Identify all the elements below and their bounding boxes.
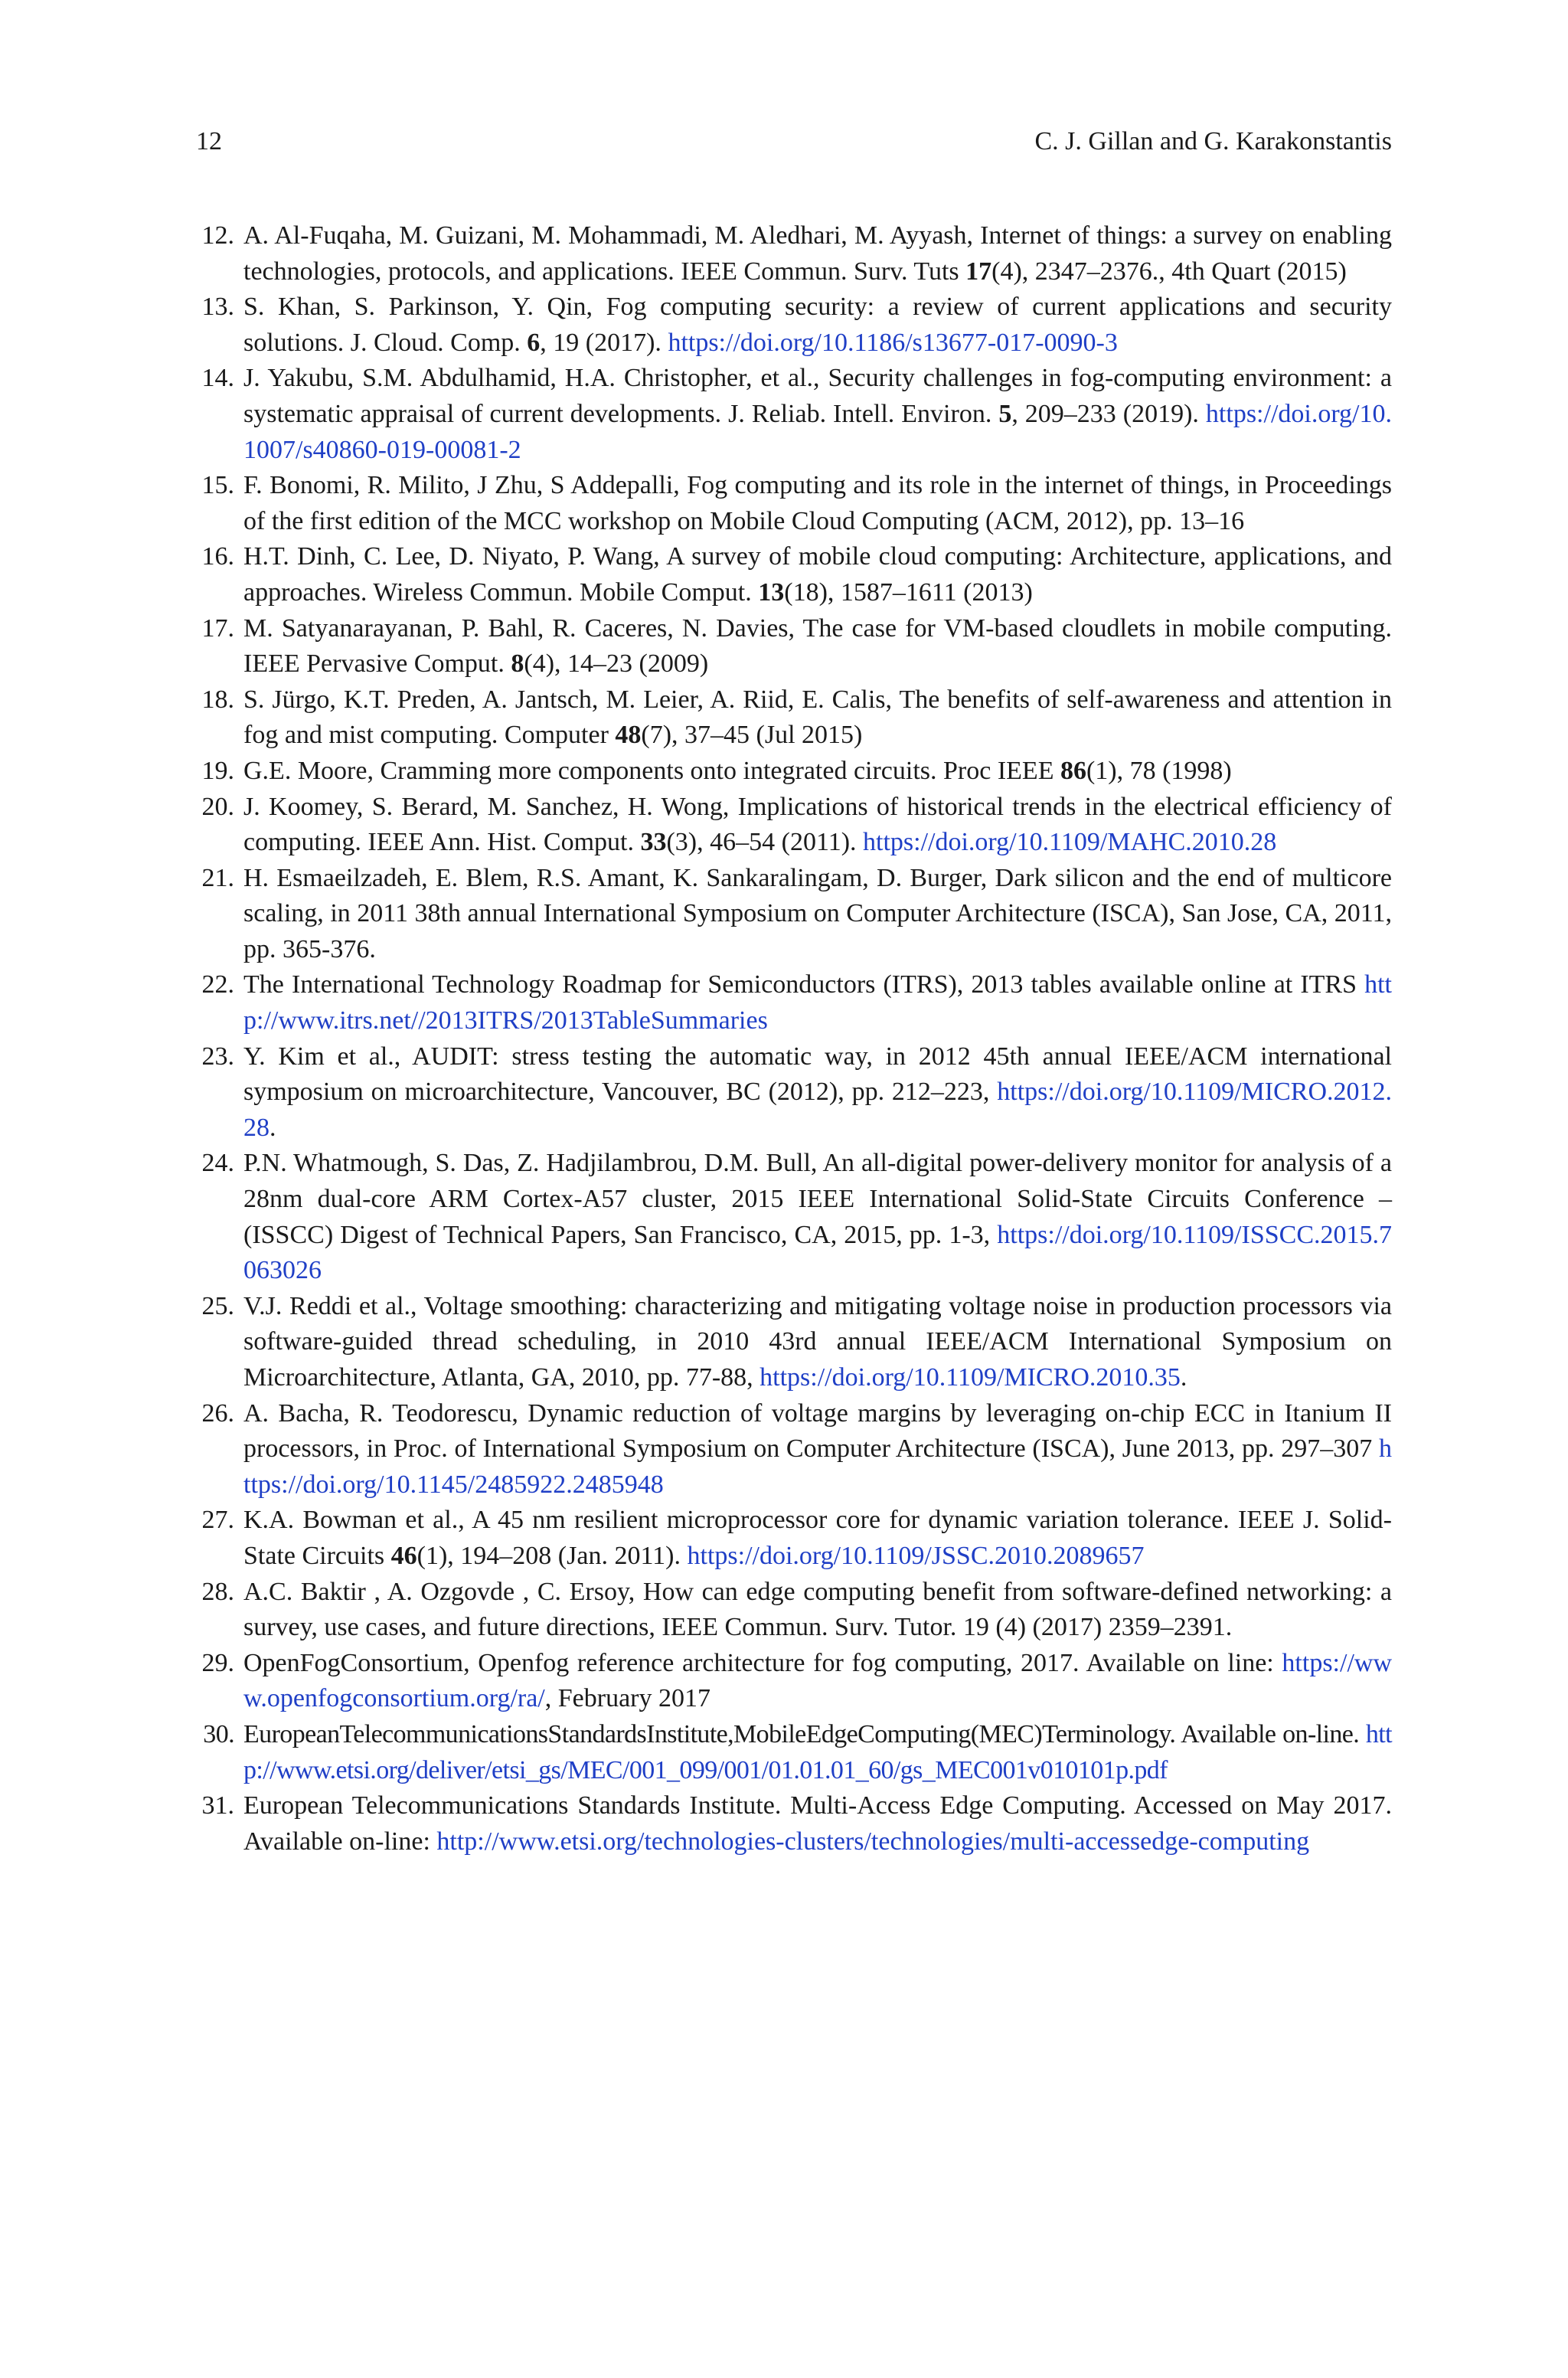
reference-text: H.T. Dinh, C. Lee, D. Niyato, P. Wang, A survey of mobile cloud computing: Architecture, applications, and approaches. Wireless Commun. Mobile Comput. (243, 542, 1392, 607)
reference-number: 31. (201, 1791, 234, 1820)
running-head (196, 123, 1392, 161)
reference-item (196, 1146, 1392, 1288)
reference-text: V.J. Reddi et al., Voltage smoothing: characterizing and mitigating voltage noise in production processors via software-guided thread scheduling, in 2010 43rd annual IEEE/ACM International Symposium on Microarchitecture, Atlanta, GA, 2010, pp. 77-88, (243, 1291, 1392, 1392)
reference-item (196, 1503, 1392, 1574)
reference-item (196, 967, 1392, 1039)
reference-link[interactable]: https://doi.org/10.1007/s40860-019-00081-2 (243, 399, 1392, 464)
reference-link[interactable]: https://doi.org/10.1109/ISSCC.2015.7063026 (243, 1220, 1392, 1285)
reference-volume: 86 (1060, 756, 1086, 785)
reference-item (196, 1396, 1392, 1503)
reference-number: 28. (201, 1577, 234, 1606)
reference-number: 18. (201, 685, 234, 714)
reference-text: . (1180, 1363, 1187, 1392)
reference-text: P.N. Whatmough, S. Das, Z. Hadjilambrou, D.M. Bull, An all-digital power-delivery monitor for analysis of a 28nm dual-core ARM Cortex-A57 cluster, 2015 IEEE International Solid-State Circuits Conference – (ISSCC) Digest of Technical Papers, San Francisco, CA, 2015, pp. 1-3, (243, 1149, 1392, 1249)
reference-number: 14. (201, 364, 234, 393)
reference-item (196, 1717, 1392, 1788)
reference-list (196, 218, 1392, 1860)
reference-text: A.C. Baktir , A. Ozgovde , C. Ersoy, How can edge computing benefit from software-defined networking: a survey, use cases, and future directions, IEEE Commun. Surv. Tutor. 19 (4) (2017) 2359–2391. (243, 1577, 1392, 1642)
reference-text: F. Bonomi, R. Milito, J Zhu, S Addepalli, Fog computing and its role in the internet of things, in Proceedings of the first edition of the MCC workshop on Mobile Cloud Computing (ACM, 2012), pp. 13–16 (243, 471, 1392, 535)
reference-item (196, 790, 1392, 861)
reference-link[interactable]: http://www.itrs.net//2013ITRS/2013TableSummaries (243, 970, 1392, 1035)
reference-text: G.E. Moore, Cramming more components onto integrated circuits. Proc IEEE (243, 756, 1060, 785)
reference-link[interactable]: https://doi.org/10.1145/2485922.2485948 (243, 1434, 1392, 1499)
reference-link[interactable]: http://www.etsi.org/deliver/etsi_gs/MEC/001_099/001/01.01.01_60/gs_MEC001v010101p.pdf (243, 1719, 1392, 1784)
reference-volume: 13 (758, 577, 785, 607)
reference-text: (3), 46–54 (2011). (666, 828, 864, 857)
reference-text: M. Satyanarayanan, P. Bahl, R. Caceres, N. Davies, The case for VM-based cloudlets in mobile computing. IEEE Pervasive Comput. (243, 613, 1392, 679)
reference-text: A. Bacha, R. Teodorescu, Dynamic reduction of voltage margins by leveraging on-chip ECC in Itanium II processors, in Proc. of International Symposium on Computer Architecture (ISCA), June 2013, pp. 297–307 (243, 1398, 1392, 1464)
reference-text: , 19 (2017). (540, 328, 668, 357)
reference-item (196, 1575, 1392, 1646)
reference-item (196, 611, 1392, 682)
reference-number: 29. (201, 1648, 234, 1677)
reference-text: EuropeanTelecommunicationsStandardsInstitute,MobileEdgeComputing(MEC)Terminology. Available on-line. (243, 1719, 1366, 1748)
reference-link[interactable]: https://doi.org/10.1186/s13677-017-0090-3 (668, 328, 1118, 357)
reference-volume: 8 (511, 649, 524, 679)
reference-item (196, 1289, 1392, 1396)
reference-number: 16. (201, 542, 234, 571)
reference-item (196, 468, 1392, 539)
reference-item (196, 682, 1392, 754)
reference-item (196, 754, 1392, 790)
reference-number: 30. (203, 1719, 234, 1748)
reference-text: (1), 194–208 (Jan. 2011). (416, 1541, 688, 1570)
reference-item (196, 861, 1392, 968)
reference-number: 13. (201, 293, 234, 322)
reference-number: 19. (201, 756, 234, 785)
reference-volume: 17 (965, 257, 992, 286)
reference-volume: 5 (998, 399, 1012, 428)
running-head-authors: C. J. Gillan and G. Karakonstantis (1034, 127, 1392, 155)
reference-number: 26. (201, 1398, 234, 1428)
reference-volume: 6 (527, 328, 541, 357)
reference-number: 15. (201, 471, 234, 500)
reference-number: 27. (201, 1506, 234, 1535)
reference-text: (1), 78 (1998) (1086, 756, 1232, 785)
reference-number: 24. (201, 1149, 234, 1178)
reference-number: 17. (201, 613, 234, 643)
reference-text: A. Al-Fuqaha, M. Guizani, M. Mohammadi, M. Aledhari, M. Ayyash, Internet of things: a survey on enabling technologies, protocols, and applications. IEEE Commun. Surv. Tuts (243, 221, 1392, 286)
reference-text: Y. Kim et al., AUDIT: stress testing the automatic way, in 2012 45th annual IEEE/ACM international symposium on microarchitecture, Vancouver, BC (2012), pp. 212–223, (243, 1042, 1392, 1107)
reference-volume: 48 (615, 721, 642, 750)
reference-link[interactable]: https://www.openfogconsortium.org/ra/ (243, 1648, 1392, 1713)
reference-item (196, 1788, 1392, 1860)
reference-item (196, 218, 1392, 289)
reference-item (196, 1646, 1392, 1717)
reference-text: . (270, 1113, 276, 1142)
reference-text: S. Jürgo, K.T. Preden, A. Jantsch, M. Leier, A. Riid, E. Calis, The benefits of self-awareness and attention in fog and mist computing. Computer (243, 685, 1392, 750)
reference-text: H. Esmaeilzadeh, E. Blem, R.S. Amant, K. Sankaralingam, D. Burger, Dark silicon and the end of multicore scaling, in 2011 38th annual International Symposium on Computer Architecture (ISCA), San Jose, CA, 2011, pp. 365-376. (243, 863, 1392, 963)
reference-number: 20. (201, 792, 234, 821)
reference-item (196, 539, 1392, 610)
reference-link[interactable]: https://doi.org/10.1109/MAHC.2010.28 (863, 828, 1277, 857)
reference-text: , February 2017 (544, 1684, 711, 1713)
reference-text: J. Yakubu, S.M. Abdulhamid, H.A. Christopher, et al., Security challenges in fog-computing environment: a systematic appraisal of current developments. J. Reliab. Intell. Environ. (243, 364, 1392, 428)
page (196, 0, 1392, 2378)
reference-text: , 209–233 (2019). (1011, 399, 1206, 428)
reference-text: The International Technology Roadmap for Semiconductors (ITRS), 2013 tables available online at ITRS (243, 970, 1365, 999)
reference-link[interactable]: https://doi.org/10.1109/JSSC.2010.2089657 (687, 1541, 1145, 1570)
reference-text: (7), 37–45 (Jul 2015) (641, 721, 863, 750)
reference-text: J. Koomey, S. Berard, M. Sanchez, H. Wong, Implications of historical trends in the electrical efficiency of computing. IEEE Ann. Hist. Comput. (243, 792, 1392, 857)
reference-link[interactable]: http://www.etsi.org/technologies-clusters/technologies/multi-accessedge-computing (436, 1827, 1310, 1856)
reference-text: (4), 2347–2376., 4th Quart (2015) (991, 257, 1347, 286)
reference-number: 25. (201, 1291, 234, 1320)
reference-text: (4), 14–23 (2009) (524, 649, 709, 679)
reference-item (196, 361, 1392, 468)
page-number: 12 (196, 127, 222, 155)
reference-number: 22. (201, 970, 234, 999)
reference-text: (18), 1587–1611 (2013) (784, 577, 1033, 607)
reference-item (196, 1039, 1392, 1146)
reference-volume: 46 (390, 1541, 417, 1570)
reference-text: OpenFogConsortium, Openfog reference architecture for fog computing, 2017. Available on line: (243, 1648, 1282, 1677)
reference-text: European Telecommunications Standards Institute. Multi-Access Edge Computing. Accessed on May 2017. Available on-line: (243, 1791, 1392, 1856)
reference-link[interactable]: https://doi.org/10.1109/MICRO.2010.35 (760, 1363, 1181, 1392)
reference-volume: 33 (640, 828, 667, 857)
reference-number: 12. (201, 221, 234, 250)
reference-link[interactable]: https://doi.org/10.1109/MICRO.2012.28 (243, 1078, 1392, 1142)
reference-item (196, 289, 1392, 361)
reference-text: K.A. Bowman et al., A 45 nm resilient microprocessor core for dynamic variation tolerance. IEEE J. Solid-State Circuits (243, 1506, 1392, 1570)
reference-number: 21. (201, 863, 234, 892)
reference-text: S. Khan, S. Parkinson, Y. Qin, Fog computing security: a review of current applications and security solutions. J. Cloud. Comp. (243, 293, 1392, 357)
reference-number: 23. (201, 1042, 234, 1071)
